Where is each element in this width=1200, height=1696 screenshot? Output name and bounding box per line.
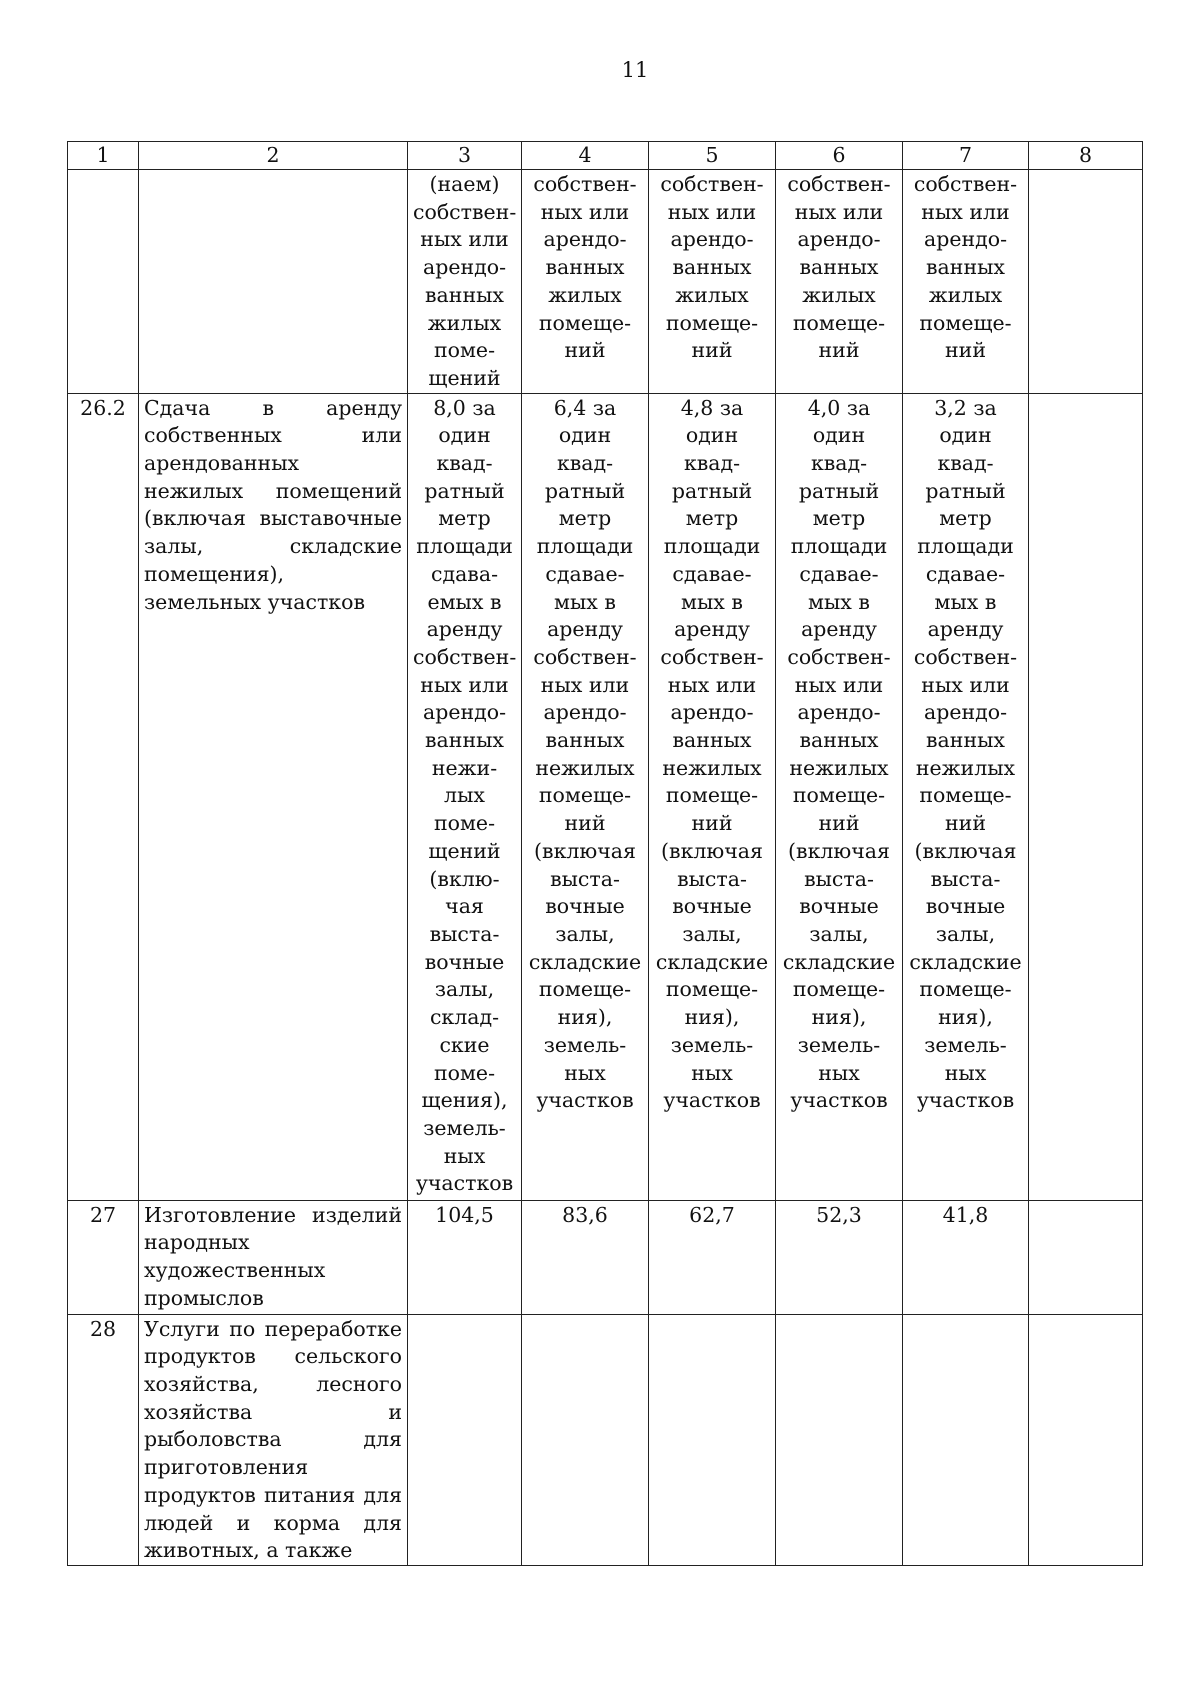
row-number: 26.2 bbox=[68, 393, 139, 1200]
rate-cell-col4: 83,6 bbox=[522, 1200, 649, 1314]
rate-cell-col3: 104,5 bbox=[408, 1200, 522, 1314]
column-number-2: 2 bbox=[139, 142, 408, 170]
rate-cell-col5: 62,7 bbox=[649, 1200, 776, 1314]
rate-cell-col6: собствен- ных или арендо- ванных жилых помеще- ний bbox=[776, 170, 903, 394]
rate-cell-col6: 52,3 bbox=[776, 1200, 903, 1314]
page-number: 11 bbox=[621, 58, 649, 82]
rate-cell-col4 bbox=[522, 1314, 649, 1565]
row-number: 27 bbox=[68, 1200, 139, 1314]
rate-cell-col4: собствен- ных или арендо- ванных жилых помеще- ний bbox=[522, 170, 649, 394]
column-number-4: 4 bbox=[522, 142, 649, 170]
rate-cell-col3: 8,0 за один квад- ратный метр площади сдава- емых в аренду собствен- ных или арендо- ванных нежи- лых поме- щений (вклю- чая выста- вочные залы, склад- ские поме- щения), земель- ных участков bbox=[408, 393, 522, 1200]
column-number-1: 1 bbox=[68, 142, 139, 170]
column-number-7: 7 bbox=[903, 142, 1029, 170]
row-number bbox=[68, 170, 139, 394]
table-row bbox=[68, 393, 1143, 1200]
rate-cell-col8 bbox=[1029, 1314, 1143, 1565]
column-number-8: 8 bbox=[1029, 142, 1143, 170]
column-number-3: 3 bbox=[408, 142, 522, 170]
rate-cell-col3: (наем) собствен- ных или арендо- ванных жилых поме- щений bbox=[408, 170, 522, 394]
rate-cell-col5 bbox=[649, 1314, 776, 1565]
table-row bbox=[68, 1200, 1143, 1314]
rate-cell-col6 bbox=[776, 1314, 903, 1565]
column-number-5: 5 bbox=[649, 142, 776, 170]
rate-cell-col7: 41,8 bbox=[903, 1200, 1029, 1314]
rate-cell-col8 bbox=[1029, 170, 1143, 394]
rate-cell-col7: собствен- ных или арендо- ванных жилых помеще- ний bbox=[903, 170, 1029, 394]
rate-cell-col5: собствен- ных или арендо- ванных жилых помеще- ний bbox=[649, 170, 776, 394]
rate-cell-col8 bbox=[1029, 1200, 1143, 1314]
row-description: Услуги по переработке продуктов сельского хозяйства, лесного хозяйства и рыболовства для приготовления продуктов питания для людей и корма для животных, а также bbox=[139, 1314, 408, 1565]
rates-table bbox=[67, 141, 1143, 1566]
row-number: 28 bbox=[68, 1314, 139, 1565]
row-description bbox=[139, 170, 408, 394]
column-number-6: 6 bbox=[776, 142, 903, 170]
rate-cell-col3 bbox=[408, 1314, 522, 1565]
row-description: Сдача в аренду собственных или арендованных нежилых помещений (включая выставочные залы, складские помещения), земельных участков bbox=[139, 393, 408, 1200]
rate-cell-col7: 3,2 за один квад- ратный метр площади сдавае- мых в аренду собствен- ных или арендо- ванных нежилых помеще- ний (включая выста- вочные залы, складские помеще- ния), земель- ных участков bbox=[903, 393, 1029, 1200]
rate-cell-col6: 4,0 за один квад- ратный метр площади сдавае- мых в аренду собствен- ных или арендо- ванных нежилых помеще- ний (включая выста- вочные залы, складские помеще- ния), земель- ных участков bbox=[776, 393, 903, 1200]
rate-cell-col8 bbox=[1029, 393, 1143, 1200]
table-header-row bbox=[68, 142, 1143, 170]
table-row bbox=[68, 170, 1143, 394]
rate-cell-col5: 4,8 за один квад- ратный метр площади сдавае- мых в аренду собствен- ных или арендо- ванных нежилых помеще- ний (включая выста- вочные залы, складские помеще- ния), земель- ных участков bbox=[649, 393, 776, 1200]
rate-cell-col4: 6,4 за один квад- ратный метр площади сдавае- мых в аренду собствен- ных или арендо- ванных нежилых помеще- ний (включая выста- вочные залы, складские помеще- ния), земель- ных участков bbox=[522, 393, 649, 1200]
row-description: Изготовление изделий народных художественных промыслов bbox=[139, 1200, 408, 1314]
rate-cell-col7 bbox=[903, 1314, 1029, 1565]
table-row bbox=[68, 1314, 1143, 1565]
